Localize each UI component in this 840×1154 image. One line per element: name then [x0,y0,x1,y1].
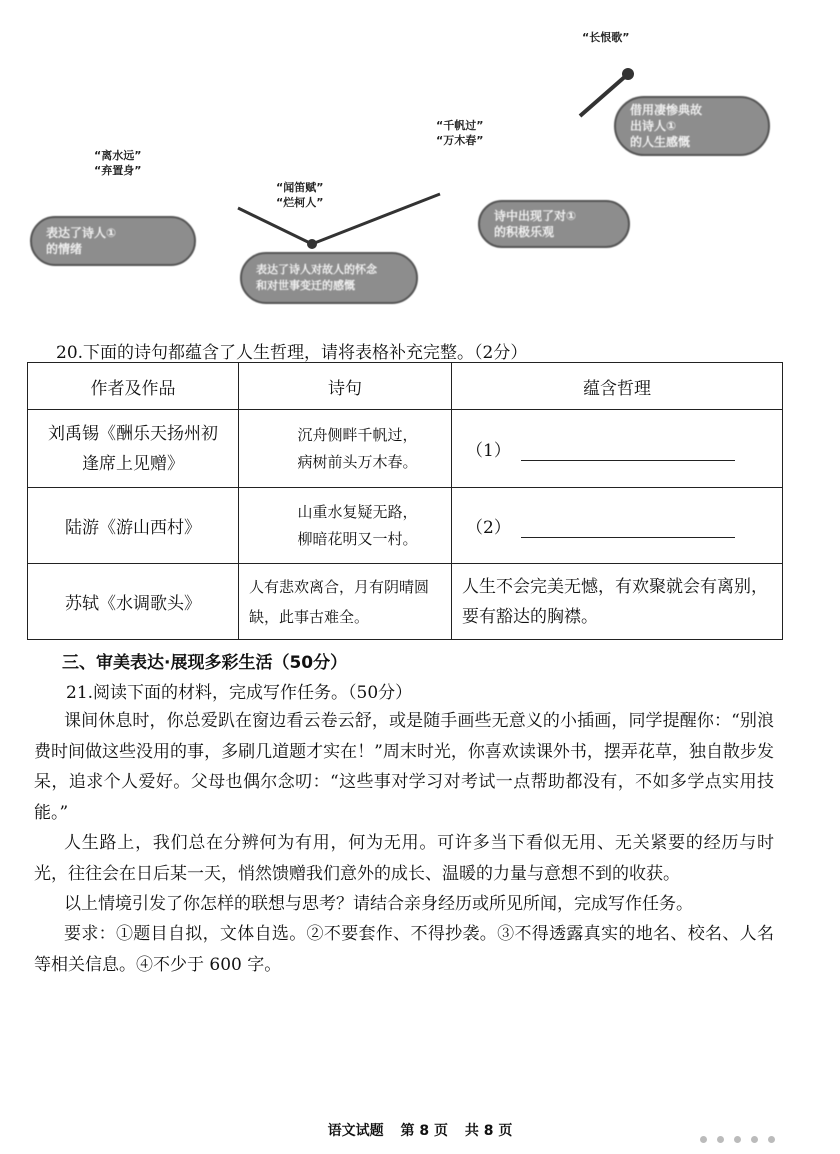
footer-page: 第 8 页 [400,1123,448,1139]
material-paragraph-2: 人生路上，我们总在分辨何为有用，何为无用。可许多当下看似无用、无关紧要的经历与时光，往往会在日后某一天，悄然馈赠我们意外的成长、温暖的力量与意想不到的收获。 [34,833,774,884]
table-header-row [28,363,783,410]
table-header: 蕴含哲理 [452,363,783,410]
section-three-heading: 三、审美表达·展现多彩生活（50分） [62,653,348,673]
work-cell: 苏轼《水调歌头》 [28,564,239,640]
connector-line [238,208,312,244]
scan-marks [700,1128,785,1147]
node-pill-right: 借用凄惨典故 出诗人① 的人生感慨 [614,96,770,156]
requirements-paragraph: 要求：①题目自拟，文体自选。②不要套作、不得抄袭。③不得透露真实的地名、校名、人名等相关信息。④不少于 600 字。 [34,924,774,975]
footer-total: 共 8 页 [464,1123,513,1139]
answer-cell [452,410,783,488]
node-pill-left: 表达了诗人① 的情绪 [30,216,196,266]
verse-cell: 沉舟侧畔千帆过， 病树前头万木春。 [239,410,452,488]
task-paragraph: 以上情境引发了你怎样的联想与思考？请结合亲身经历或所见所闻，完成写作任务。 [64,894,693,914]
material-paragraph-1: 课间休息时，你总爱趴在窗边看云卷云舒，或是随手画些无意义的小插画，同学提醒你：“别浪费时间做这些没用的事，多刷几道题才实在！”周末时光，你喜欢读课外书，摆弄花草，独自散步发呆，追求个人爱好。父母也偶尔念叨：“这些事对学习对考试一点帮助都没有，不如多学点实用技能。” [34,711,774,823]
connector-node [307,239,317,249]
answer-cell [452,488,783,564]
verse-cell: 山重水复疑无路， 柳暗花明又一村。 [239,488,452,564]
table-row [28,410,783,488]
work-cell: 刘禹锡《酬乐天扬州初逢席上见赠》 [28,410,239,488]
footer-subject: 语文试题 [327,1123,384,1139]
connector-node [622,68,634,80]
tag-qianfan: “千帆过” “万木春” [436,119,484,147]
answer-blank-2[interactable] [521,519,735,538]
tag-changhen: “长恨歌” [582,31,630,44]
tag-shuiyuan: “离水远” “弃置身” [94,149,142,177]
table-row [28,564,783,640]
tag-wendi: “闻笛赋” “烂柯人” [276,181,324,209]
node-pill-center: 表达了诗人对故人的怀念 和对世事变迁的感慨 [240,252,418,304]
connector-line [312,194,440,244]
answer-number: （2） [466,518,511,538]
philosophy-table [27,362,783,640]
answer-cell: 人生不会完美无憾，有欢聚就会有离别，要有豁达的胸襟。 [452,564,783,640]
table-header: 作者及作品 [28,363,239,410]
node-pill-mid-right: 诗中出现了对① 的积极乐观 [478,200,630,248]
question-20-prompt: 20.下面的诗句都蕴含了人生哲理，请将表格补充完整。（2分） [56,343,528,363]
question-21-prompt: 21.阅读下面的材料，完成写作任务。（50分） [66,683,413,703]
table-row [28,488,783,564]
verse-cell: 人有悲欢离合，月有阴晴圆缺，此事古难全。 [239,564,452,640]
poem-mind-map [0,0,840,330]
table-header: 诗句 [239,363,452,410]
answer-number: （1） [466,441,511,461]
answer-blank-1[interactable] [521,442,735,461]
work-cell: 陆游《游山西村》 [28,488,239,564]
